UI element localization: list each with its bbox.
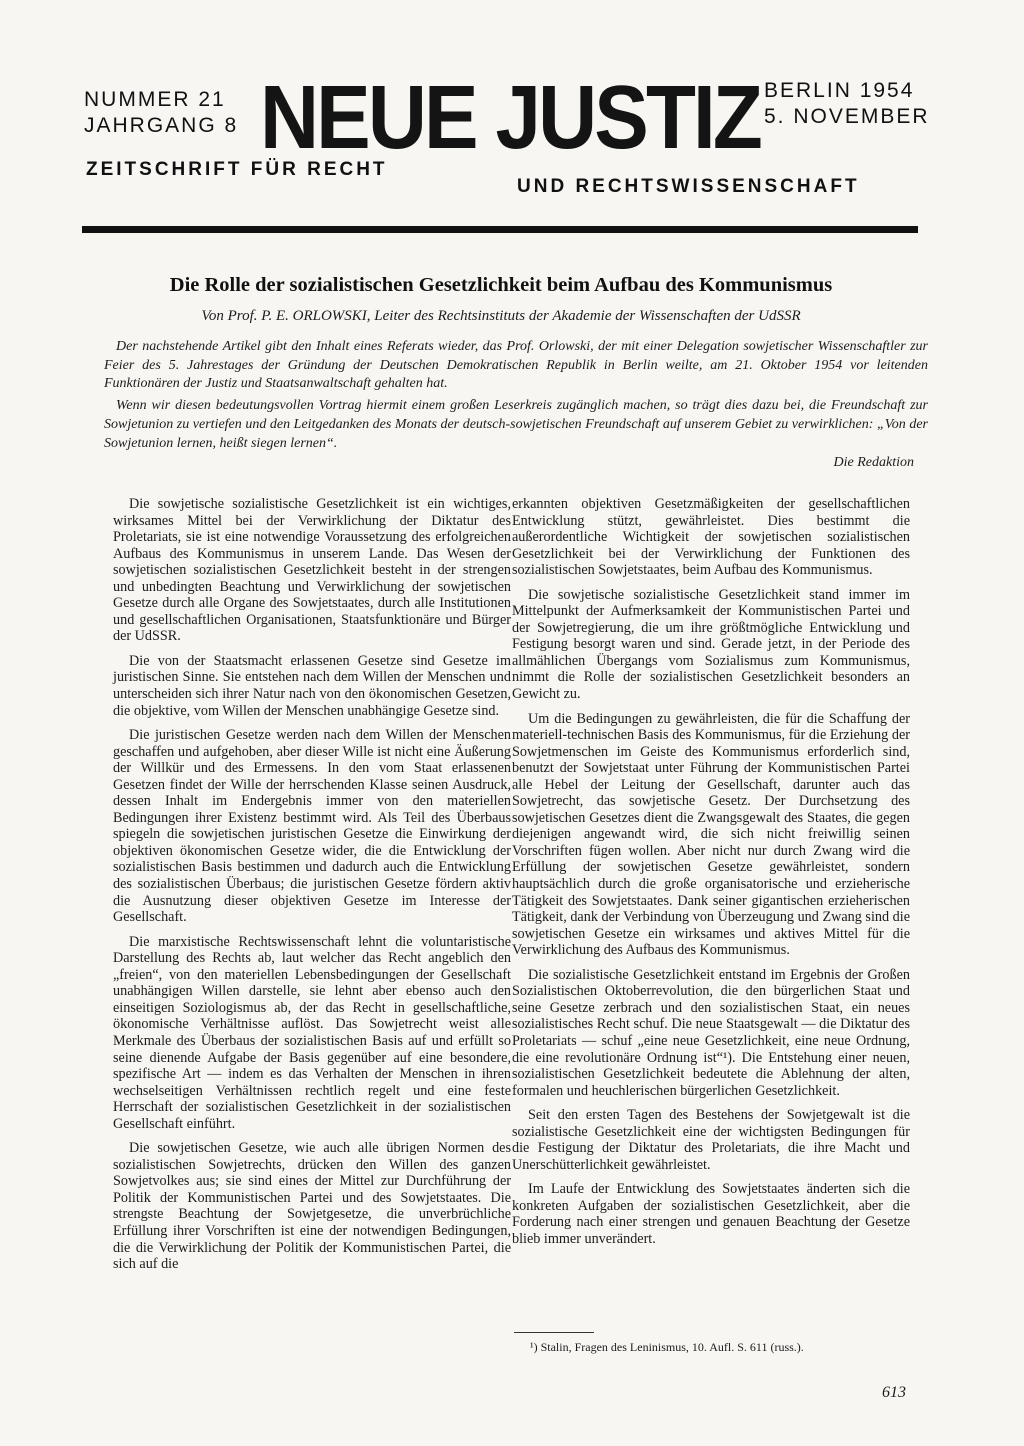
subtitle-right: UND RECHTSWISSENSCHAFT bbox=[517, 176, 860, 197]
paragraph: Die sowjetischen Gesetze, wie auch alle übrigen Normen des sozialistischen Sowjetrechts, drücken den Willen des ganzen Sowjetvolkes aus; sie sind eines der Mittel zur Durchführung der Politik der Kommunistischen Partei und des Sowjetstaates. Die strengste Beachtung der Sowjetgesetze, die unverbrüchliche Erfüllung ihrer Vorschriften ist eine der notwendigen Bedingungen, die die Verwirklichung der Politik der Kommunistischen Partei, die sich auf die bbox=[113, 1140, 511, 1273]
paragraph: Die sowjetische sozialistische Gesetzlichkeit stand immer im Mittelpunkt der Aufmerksamkeit der Kommunistischen Partei und der Sowjetregierung, die um ihre größtmögliche Entwicklung und Festigung besorgt waren und sind. Gerade jetzt, in der Periode des allmählichen Übergangs vom Sozialismus zum Kommunismus, nimmt die Rolle der sozialistischen Gesetzlichkeit besonders an Gewicht zu. bbox=[512, 586, 910, 703]
left-column bbox=[113, 496, 511, 1281]
footnote: ¹) Stalin, Fragen des Leninismus, 10. Aufl. S. 611 (russ.). bbox=[530, 1340, 804, 1354]
issue-info bbox=[84, 87, 238, 139]
paragraph: Die sowjetische sozialistische Gesetzlichkeit ist ein wichtiges, wirksames Mittel bei der Verwirklichung der Diktatur des Proletariats, sie ist eine notwendige Voraussetzung des erfolgreichen Aufbaus des Kommunismus in unserem Lande. Das Wesen der sowjetischen sozialistischen Gesetzlichkeit besteht in der strengen und unbedingten Beachtung und Verwirklichung der sowjetischen Gesetze durch alle Organe des Sowjetstaates, durch alle Institutionen und gesellschaftlichen Organisationen, Staatsfunktionäre und Bürger der UdSSR. bbox=[113, 496, 511, 645]
editorial-signature: Die Redaktion bbox=[833, 455, 914, 471]
place-year: BERLIN 1954 bbox=[764, 79, 915, 102]
footnote-divider bbox=[514, 1332, 594, 1333]
paragraph: Die von der Staatsmacht erlassenen Gesetze sind Gesetze im juristischen Sinne. Sie entstehen nach dem Willen der Menschen und unterscheiden sich ihrer Natur nach von den ökonomischen Gesetzen, die objektive, vom Willen der Menschen unabhängige Gesetze sind. bbox=[113, 652, 511, 719]
paragraph: Die juristischen Gesetze werden nach dem Willen der Menschen geschaffen und aufgehoben, aber dieser Wille ist nicht eine Äußerung der Willkür und des Ermessens. In den vom Staat erlassenen Gesetzen findet der Wille der herrschenden Klasse seinen Ausdruck, dessen Inhalt im Endergebnis immer von den materiellen Bedingungen ihrer Existenz bestimmt wird. Als Teil des Überbaus spiegeln die sowjetischen juristischen Gesetze die Einwirkung der objektiven ökonomischen Gesetze wider, die die Entwicklung der sozialistischen Basis bestimmen und dadurch auch die Entwicklung des sozialistischen Überbaus; die juristischen Gesetze fördern aktiv die Ausnutzung dieser objektiven Gesetze im Interesse der Gesellschaft. bbox=[113, 727, 511, 926]
editorial-intro bbox=[104, 338, 928, 473]
journal-title-text: NEUE JUSTIZ bbox=[260, 66, 762, 168]
intro-paragraph: Der nachstehende Artikel gibt den Inhalt eines Referats wieder, das Prof. Orlowski, der mit einer Delegation sowjetischer Wissenschaftler zur Feier des 5. Jahrestages der Gründung der Deutschen Demokratischen Republik in Berlin weilte, am 21. Oktober 1954 vor leitenden Funktionären der Justiz und Staatsanwaltschaft gehalten hat. bbox=[104, 339, 928, 392]
page-number: 613 bbox=[882, 1384, 906, 1401]
paragraph: Die marxistische Rechtswissenschaft lehnt die voluntaristische Darstellung des Rechts ab, laut welcher das Recht angeblich den „freien“, von den materiellen Lebensbedingungen der Gesellschaft unabhängigen Willen darstelle, sie lehnt aber ebenso auch den einseitigen Soziologismus ab, der das Recht in gesellschaftliche, ökonomische Verhältnisse auflöst. Das Sowjetrecht weist alle Merkmale des Überbaus der sozialistischen Basis auf und erfüllt so seine dienende Aufgabe der Basis gegenüber auf eine besondere, spezifische Art — indem es das Verhalten der Menschen in ihren wechselseitigen Verhältnissen rechtlich regelt und eine feste Herrschaft der sozialistischen Gesetzlichkeit in der sozialistischen Gesellschaft einführt. bbox=[113, 933, 511, 1132]
paragraph: Die sozialistische Gesetzlichkeit entstand im Ergebnis der Großen Sozialistischen Oktoberrevolution, die den bürgerlichen Staat und seine Gesetze zerbrach und den sozialistischen Staat, ein neues sozialistisches Recht schuf. Die neue Staatsgewalt — die Diktatur des Proletariats — schuf „eine neue Gesetzlichkeit, eine neue Ordnung, die eine revolutionäre Ordnung ist“¹). Die Entstehung einer neuen, sozialistischen Gesetzlichkeit bedeutete die Ablehnung der alten, formalen und heuchlerischen bürgerlichen Gesetzlichkeit. bbox=[512, 966, 910, 1099]
date-info bbox=[764, 78, 930, 130]
masthead-rule bbox=[82, 226, 918, 233]
paragraph: erkannten objektiven Gesetzmäßigkeiten der gesellschaftlichen Entwicklung stützt, gewährleistet. Dies bestimmt die außerordentliche Wichtigkeit der sowjetischen sozialistischen Gesetzlichkeit bei der Verwirklichung der Funktionen des sozialistischen Sowjetstaates, beim Aufbau des Kommunismus. bbox=[512, 496, 910, 579]
right-column bbox=[512, 496, 910, 1256]
volume-number: JAHRGANG 8 bbox=[84, 114, 239, 137]
issue-date: 5. NOVEMBER bbox=[764, 105, 930, 128]
paragraph: Seit den ersten Tagen des Bestehens der Sowjetgewalt ist die sozialistische Gesetzlichkeit eine der wichtigsten Bedingungen für die Festigung der Diktatur des Proletariats, die ihre Macht und Unerschütterlichkeit gewährleistet. bbox=[512, 1107, 910, 1173]
issue-number: NUMMER 21 bbox=[84, 88, 226, 111]
paragraph: Um die Bedingungen zu gewährleisten, die für die Schaffung der materiell-technischen Basis des Kommunismus, für die Erziehung der Sowjetmenschen im Geiste des Kommunismus erforderlich sind, benutzt der Sowjetstaat unter Führung der Kommunistischen Partei alle Hebel der Leitung der Gesellschaft, darunter auch das Sowjetrecht, das sowjetische Gesetz. Der Durchsetzung des sowjetischen Gesetzes dient die Zwangsgewalt des Staates, die gegen diejenigen angewandt wird, die sich nicht freiwillig seinen Vorschriften fügen wollen. Aber nicht nur durch Zwang wird die Erfüllung der sowjetischen Gesetze gewährleistet, sondern hauptsächlich durch die große organisatorische und erzieherische Tätigkeit des Sowjetstaates. Dank seiner gigantischen erzieherischen Tätigkeit, dank der Verbindung von Überzeugung und Zwang sind die sowjetischen Gesetze ein wirksames und aktives Mittel für die Verwirklichung des Aufbaus des Kommunismus. bbox=[512, 710, 910, 959]
paragraph: Im Laufe der Entwicklung des Sowjetstaates änderten sich die konkreten Aufgaben der sozialistischen Gesetzlichkeit, aber die Forderung nach einer strengen und genauen Beachtung der Gesetze blieb immer unverändert. bbox=[512, 1181, 910, 1247]
masthead bbox=[0, 0, 1024, 240]
article-byline: Von Prof. P. E. ORLOWSKI, Leiter des Rechtsinstituts der Akademie der Wissenschaften der UdSSR bbox=[201, 308, 801, 324]
subtitle-left: ZEITSCHRIFT FÜR RECHT bbox=[86, 159, 388, 180]
article-title: Die Rolle der sozialistischen Gesetzlichkeit beim Aufbau des Kommunismus bbox=[169, 274, 833, 296]
intro-paragraph: Wenn wir diesen bedeutungsvollen Vortrag hiermit einem großen Leserkreis zugänglich machen, so trägt dies dazu bei, die Freundschaft zur Sowjetunion zu vertiefen und den Leitgedanken des Monats der deutsch-sowjetischen Freundschaft auf unserem Gebiet zu verwirklichen: „Von der Sowjetunion lernen, heißt siegen lernen“. bbox=[104, 398, 928, 451]
